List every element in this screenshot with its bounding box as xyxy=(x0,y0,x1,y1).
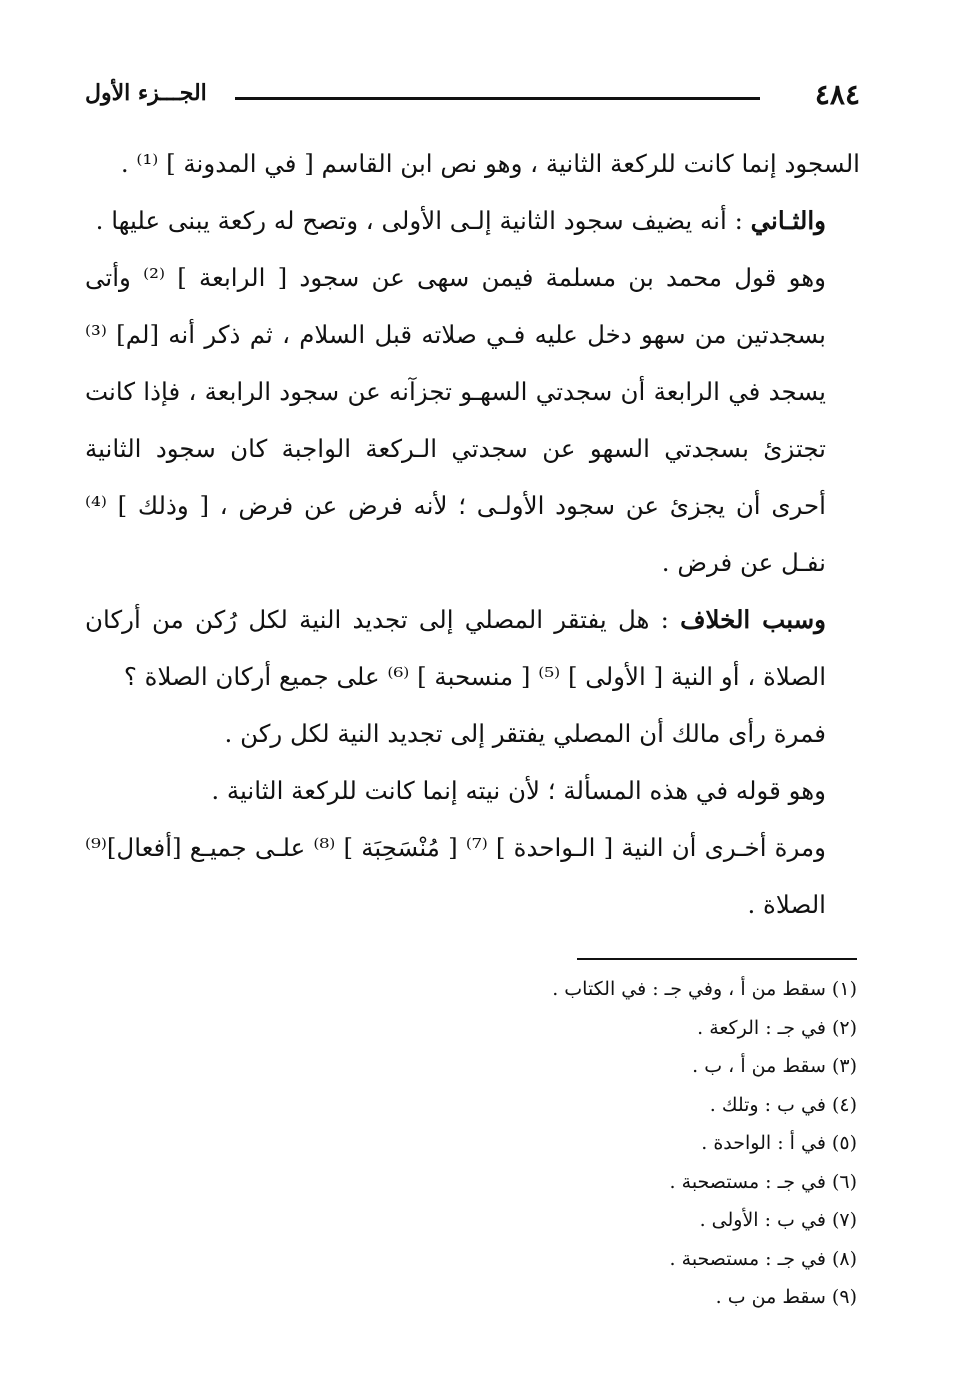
paragraph-2-lead: والثـاني xyxy=(750,206,826,235)
footnote-9: (٩) سقط من ب . xyxy=(715,1286,857,1308)
paragraph-2-text: : أنه يضيف سجود الثانية إلـى الأولى ، وتصح له ركعة يبنى عليها . xyxy=(95,206,751,235)
footnotes xyxy=(437,970,857,1317)
page-number: ٤٨٤ xyxy=(814,78,860,111)
header-rule xyxy=(235,97,760,100)
footnote-5: (٥) في أ : الواحدة . xyxy=(701,1132,857,1154)
footnote-8: (٨) في جـ : مستصحبة . xyxy=(669,1247,857,1270)
paragraph-3: وهو قول محمد بن مسلمة فيمن سهى عن سجود [ الرابعة ] ⁽²⁾ وأتى بسجدتين من سهو دخل عليه فـي صلاته قبل السلام ، ثم ذكر أنه [لم] ⁽³⁾ يسجد في الرابعة أن سجدتي السهـو تجزآنه عن سجود الرابعة ، فإذا كانت تجتزئ بسجدتي السهو عن سجدتي الـركعة الواجبة كان سجود الثانية أحرى أن يجزئ عن سجود الأولـى ؛ لأنه فرض عن فرض ، [ وذلك ] ⁽⁴⁾ نفـل عن فرض . xyxy=(85,263,827,577)
footnote-7: (٧) في ب : الأولى . xyxy=(699,1209,857,1231)
paragraph-4-lead: وسبب الخلاف xyxy=(680,605,826,634)
paragraph-7: ومرة أخـرى أن النية [ الـواحدة ] ⁽⁷⁾ [ مُنْسَحِبَة ] ⁽⁸⁾ علـى جميـع [أفعال]⁽⁹⁾ الصلاة . xyxy=(85,833,826,919)
footnote-1: (١) سقط من أ ، وفي جـ : في الكتاب . xyxy=(552,978,857,1000)
paragraph-5: فمرة رأى مالك أن المصلي يفتقر إلى تجديد النية لكل ركن . xyxy=(224,719,826,748)
paragraph-6: وهو قوله في هذه المسألة ؛ لأن نيته إنما كانت للركعة الثانية . xyxy=(211,776,826,805)
footnote-4: (٤) في ب : وتلك . xyxy=(709,1093,857,1116)
paragraph-2 xyxy=(85,192,860,249)
footnote-2: (٢) في جـ : الركعة . xyxy=(697,1016,857,1039)
paragraph-4 xyxy=(85,591,860,705)
main-text xyxy=(85,135,860,933)
page-header xyxy=(85,78,860,118)
paragraph-4-text: : هل يفتقر المصلي إلى تجديد النية لكل رُكن من أركان الصلاة ، أو النية [ الأولى ] ⁽⁵⁾ [ منسحبة ] ⁽⁶⁾ على جميع أركان الصلاة ؟ xyxy=(85,605,826,691)
footnote-separator xyxy=(577,958,857,960)
footnote-6: (٦) في جـ : مستصحبة . xyxy=(669,1170,857,1193)
footnote-3: (٣) سقط من أ ، ب . xyxy=(692,1055,857,1077)
volume-title: الجـــزء الأول xyxy=(85,80,207,106)
paragraph-1: السجود إنما كانت للركعة الثانية ، وهو نص ابن القاسم [ في المدونة ] ⁽¹⁾ . xyxy=(120,149,860,178)
